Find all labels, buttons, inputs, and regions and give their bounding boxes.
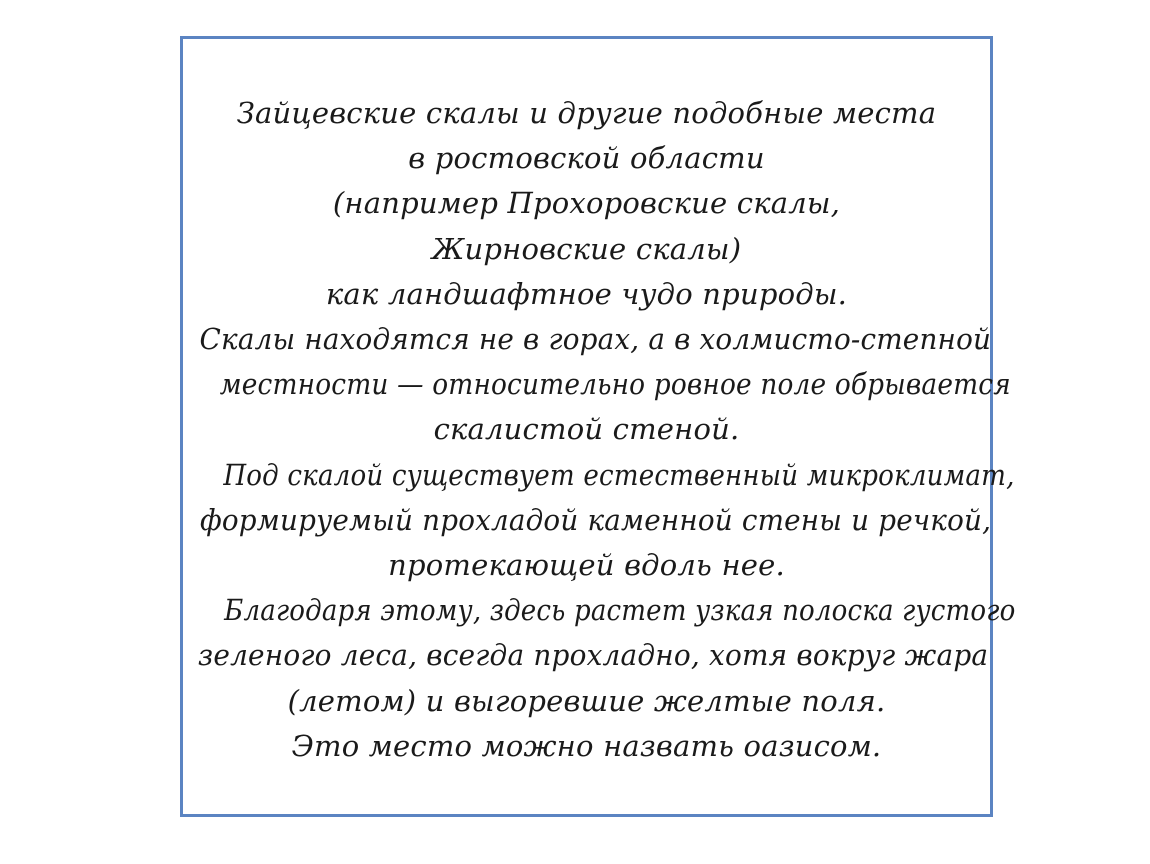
text-block (183, 91, 1016, 769)
text-frame (180, 36, 1016, 817)
text-line: Скалы находятся не в горах, а в холмисто-степной (199, 322, 992, 357)
text-line: местности — относительно ровное поле обрывается (219, 367, 1011, 402)
text-line: (например Прохоровские скалы, (332, 186, 841, 221)
text-line: Под скалой существует естественный микроклимат, (223, 457, 1015, 492)
text-line: формируемый прохладой каменной стены и речкой, (199, 502, 992, 537)
text-line: (летом) и выгоревшие желтые поля. (287, 683, 886, 718)
text-line: Жирновские скалы) (431, 231, 742, 266)
text-line: зеленого леса, всегда прохладно, хотя вокруг жара (197, 638, 989, 673)
text-line: как ландшафтное чудо природы. (325, 276, 848, 311)
text-line: Благодаря этому, здесь растет узкая полоска густого (224, 593, 1016, 628)
text-line: скалистой стеной. (433, 412, 740, 447)
text-line: протекающей вдоль нее. (388, 548, 785, 583)
text-line: Зайцевские скалы и другие подобные места (236, 96, 937, 130)
text-line: в ростовской области (408, 141, 765, 176)
text-line: Это место можно назвать оазисом. (291, 728, 882, 763)
